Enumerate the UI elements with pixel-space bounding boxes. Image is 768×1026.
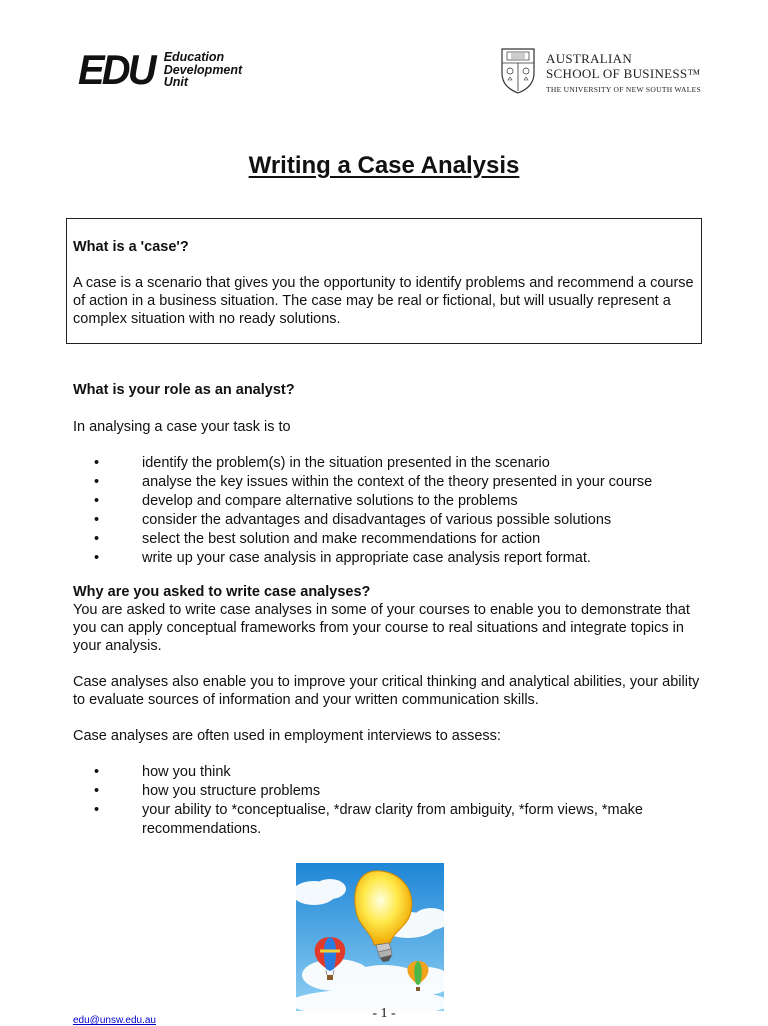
bullet-icon: •: [94, 474, 100, 490]
page-number: - 1 -: [372, 1006, 396, 1021]
list-item: [73, 511, 703, 530]
bullet-icon: •: [94, 802, 100, 818]
list-item: [73, 801, 703, 839]
asb-logo-line: SCHOOL OF BUSINESS™: [546, 66, 701, 81]
bullet-icon: •: [94, 512, 100, 528]
bullet-icon: •: [94, 783, 100, 799]
list-item-text: consider the advantages and disadvantages of various possible solutions: [142, 512, 612, 528]
list-item-text: how you structure problems: [142, 783, 321, 799]
edu-logo-line: Unit: [163, 75, 188, 90]
edu-logo-text: [164, 51, 243, 89]
unsw-crest-icon: [500, 47, 536, 95]
footer-email-link[interactable]: edu@unsw.edu.au: [73, 1015, 156, 1026]
paragraph: A case is a scenario that gives you the opportunity to identify problems and recommend a course of action in a business situation. The case may be real or fictional, but will usually represent a complex situation with no ready solutions.: [73, 275, 694, 327]
bullet-icon: •: [94, 493, 100, 509]
list-item-text: analyse the key issues within the context of the theory presented in your course: [142, 474, 653, 490]
definition-box: [66, 218, 702, 344]
paragraph: In analysing a case your task is to: [73, 419, 291, 435]
lightbulb-balloon-illustration: [296, 863, 444, 1011]
asb-logo-line: THE UNIVERSITY OF NEW SOUTH WALES: [546, 85, 701, 94]
paragraph: You are asked to write case analyses in some of your courses to enable you to demonstrate that you can apply conceptual frameworks from your course to real situations and integrate topics in your analysis.: [73, 602, 690, 654]
asb-logo: [500, 47, 701, 97]
list-item-text: how you think: [142, 764, 231, 780]
edu-logo-line: Education: [163, 50, 225, 65]
bullet-icon: •: [94, 531, 100, 547]
list-item: [73, 454, 703, 473]
document-title: Writing a Case Analysis: [248, 152, 520, 179]
bullet-icon: •: [94, 550, 100, 566]
list-item-text: select the best solution and make recommendations for action: [142, 531, 541, 547]
list-item-text: write up your case analysis in appropriate case analysis report format.: [142, 550, 591, 566]
list-item-text: your ability to *conceptualise, *draw clarity from ambiguity, *form views, *make recommendations.: [142, 802, 643, 837]
edu-logo-mark: EDU: [78, 46, 154, 93]
list-item: [73, 763, 703, 782]
bullet-icon: •: [94, 455, 100, 471]
list-item-text: develop and compare alternative solutions to the problems: [142, 493, 518, 509]
assessment-bullet-list: [73, 763, 703, 839]
list-item: [73, 549, 703, 568]
edu-logo-line: Development: [163, 62, 243, 77]
list-item: [73, 492, 703, 511]
list-item: [73, 473, 703, 492]
section-heading: What is your role as an analyst?: [73, 382, 295, 398]
paragraph: Case analyses also enable you to improve your critical thinking and analytical abilities, your ability to evaluate sources of information and your written communication skills.: [73, 674, 700, 708]
section-heading: What is a 'case'?: [73, 239, 189, 255]
bullet-icon: •: [94, 764, 100, 780]
list-item: [73, 782, 703, 801]
paragraph: Case analyses are often used in employment interviews to assess:: [73, 728, 501, 744]
section-heading: Why are you asked to write case analyses?: [73, 584, 371, 600]
role-bullet-list: [73, 454, 703, 568]
list-item: [73, 530, 703, 549]
asb-logo-line: AUSTRALIAN: [546, 51, 633, 66]
asb-logo-text: [546, 51, 701, 97]
edu-logo: [78, 46, 243, 93]
list-item-text: identify the problem(s) in the situation presented in the scenario: [142, 455, 550, 471]
